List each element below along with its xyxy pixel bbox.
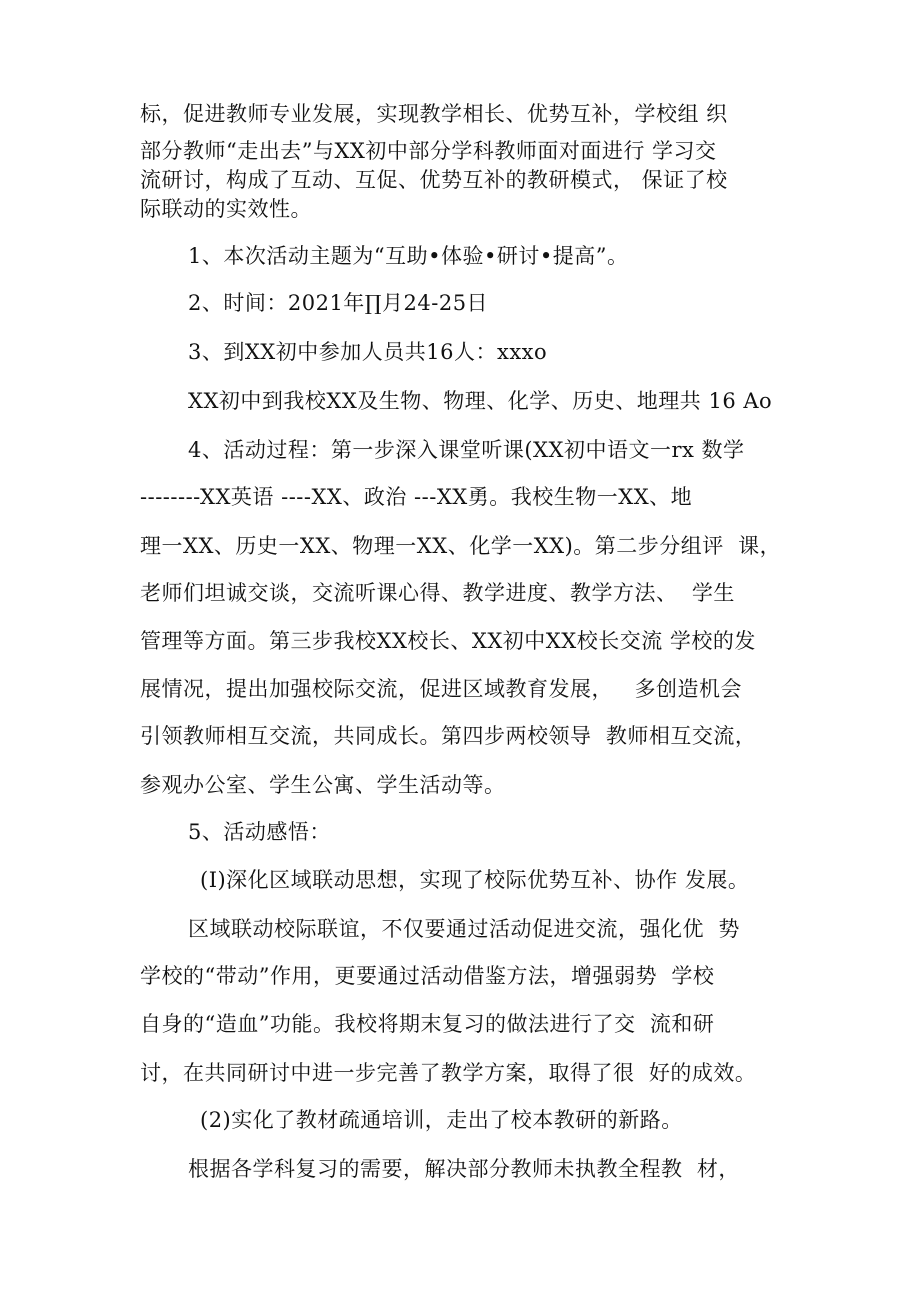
text-line: 理一XX、历史一XX、物理一XX、化学一XX)。第二步分组评 课，	[140, 534, 782, 558]
list-item-participants: 3、到XX初中参加人员共16人：xxxo	[188, 340, 548, 364]
text-line: 管理等方面。第三步我校XX校长、XX初中XX校长交流 学校的发	[140, 629, 756, 653]
text-line: 引领教师相互交流，共同成长。第四步两校领导 教师相互交流，	[140, 724, 757, 748]
text-line: 讨，在共同研讨中进一步完善了教学方案，取得了很 好的成效。	[140, 1061, 757, 1085]
list-item-process: 4、活动过程：第一步深入课堂听课(XX初中语文一rx 数学	[188, 438, 745, 462]
sub-heading-2: (2)实化了教材疏通培训，走出了校本教研的新路。	[200, 1108, 683, 1132]
sub-heading-1: (I)深化区域联动思想，实现了校际优势互补、协作 发展。	[200, 868, 750, 892]
text-line: --------XX英语 ----XX、政治 ---XX勇。我校生物一XX、地	[140, 485, 693, 509]
list-item-theme: 1、本次活动主题为“互助•体验•研讨•提高”。	[188, 244, 629, 268]
text-line: 参观办公室、学生公寓、学生活动等。	[140, 773, 506, 797]
text-line: 学校的“带动”作用，更要通过活动借鉴方法，增强弱势 学校	[140, 964, 715, 988]
text-line: 老师们坦诚交谈，交流听课心得、教学进度、教学方法、 学生	[140, 581, 735, 605]
list-item-time: 2、时间：2021年∏月24-25日	[188, 291, 489, 315]
text-line: 部分教师“走出去”与XX初中部分学科教师面对面进行 学习交	[140, 139, 717, 163]
text-line: 流研讨，构成了互动、互促、优势互补的教研模式， 保证了校	[140, 168, 728, 192]
text-line: 标，促进教师专业发展，实现教学相长、优势互补，学校组 织	[140, 102, 728, 126]
list-item-reflection: 5、活动感悟：	[188, 820, 331, 844]
text-line: 展情况，提出加强校际交流，促进区域教育发展， 多创造机会	[140, 677, 743, 701]
text-line: 自身的“造血”功能。我校将期末复习的做法进行了交 流和研	[140, 1012, 715, 1036]
text-line: 区域联动校际联谊，不仅要通过活动促进交流，强化优 势	[188, 917, 740, 941]
text-line: 根据各学科复习的需要，解决部分教师未执教全程教 材，	[188, 1157, 740, 1181]
text-line: 际联动的实效性。	[140, 197, 312, 221]
text-line: XX初中到我校XX及生物、物理、化学、历史、地理共 16 Ao	[188, 389, 773, 413]
